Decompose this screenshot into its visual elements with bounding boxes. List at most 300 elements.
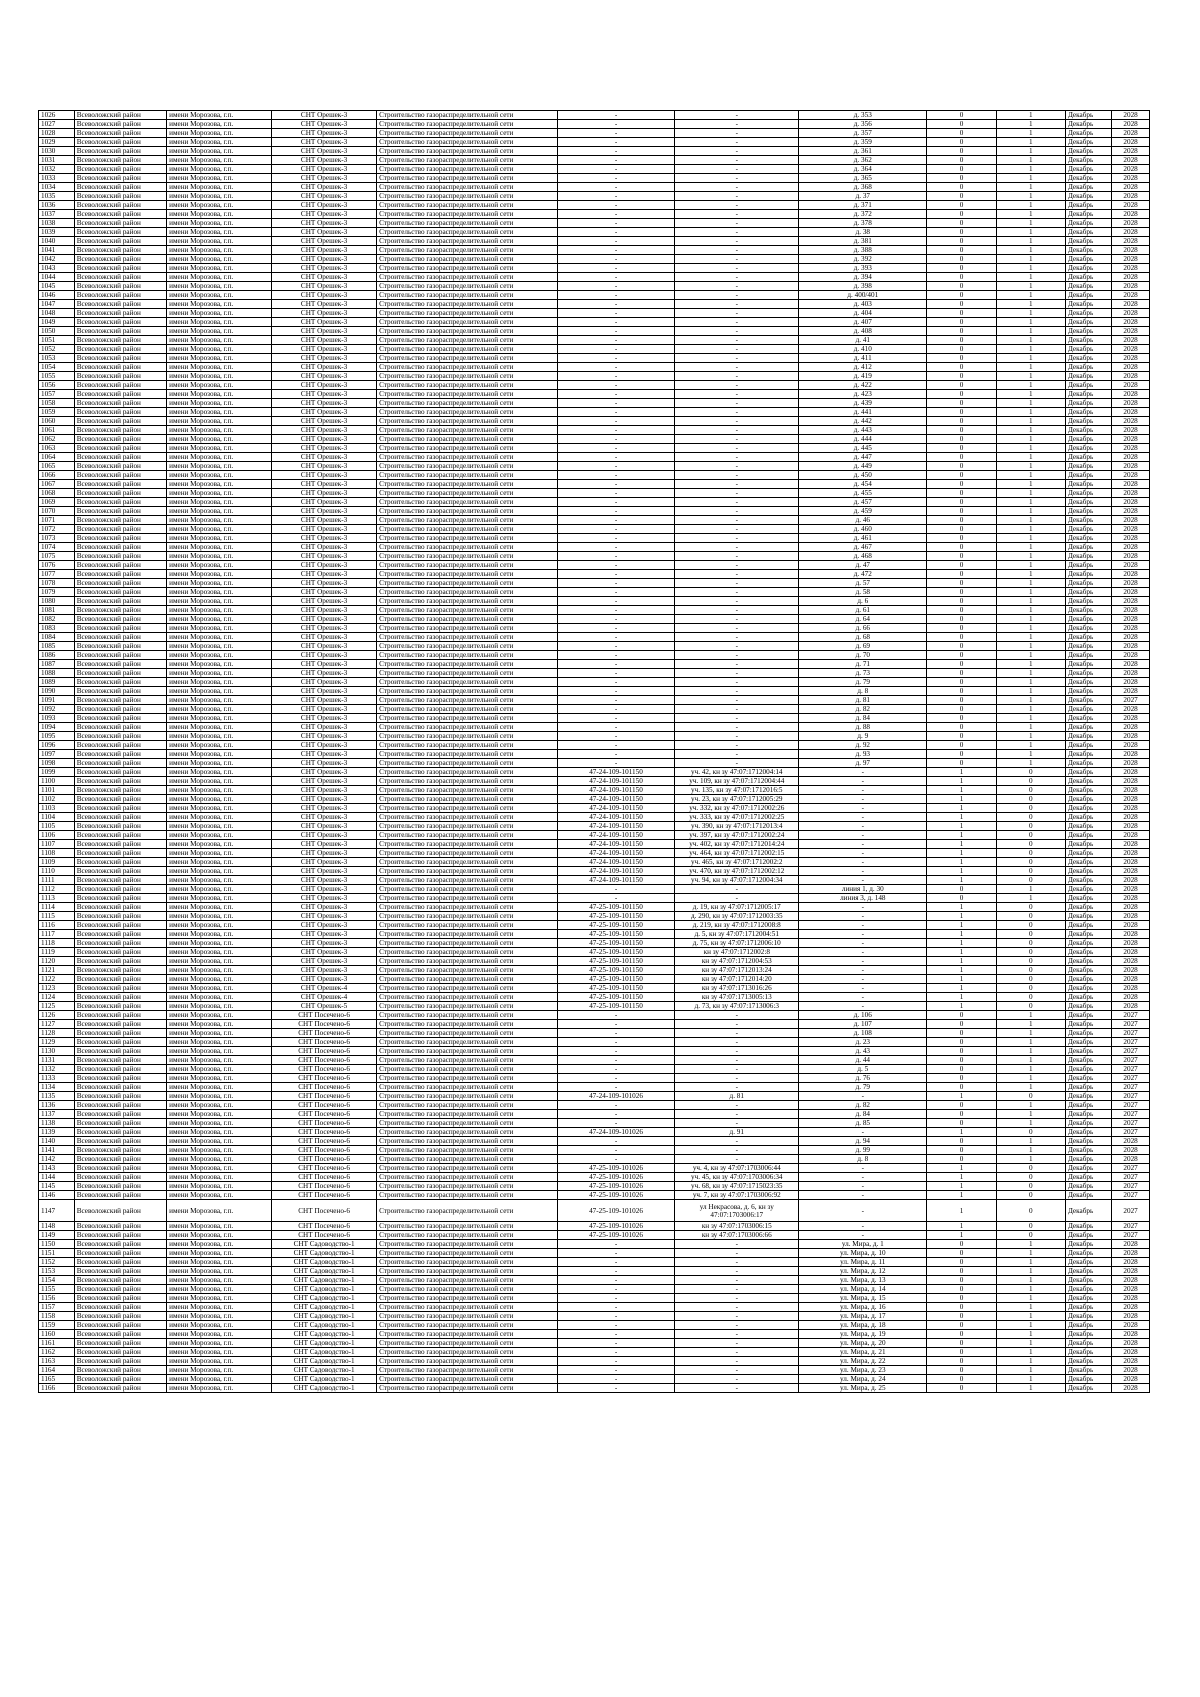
- settlement-cell: имени Морозова, г.п.: [167, 246, 272, 255]
- object-cell: СНТ Орешек-3: [272, 156, 377, 165]
- settlement-cell: имени Морозова, г.п.: [167, 1065, 272, 1074]
- row-number: 1090: [39, 687, 75, 696]
- district-cell: Всеволожский район: [74, 975, 166, 984]
- quantity-2-cell: 0: [996, 957, 1065, 966]
- parcel-cell: -: [675, 678, 799, 687]
- row-number: 1143: [39, 1164, 75, 1173]
- address-cell: д. 81: [799, 696, 927, 705]
- month-cell: Декабрь: [1065, 327, 1111, 336]
- quantity-1-cell: 0: [927, 1330, 996, 1339]
- object-cell: СНТ Орешек-3: [272, 903, 377, 912]
- year-cell: 2028: [1112, 615, 1150, 624]
- cadastral-quarter-cell: -: [557, 1366, 675, 1375]
- row-number: 1096: [39, 741, 75, 750]
- table-row: [39, 714, 1150, 723]
- row-number: 1052: [39, 345, 75, 354]
- parcel-cell: -: [675, 462, 799, 471]
- settlement-cell: имени Морозова, г.п.: [167, 615, 272, 624]
- parcel-cell: -: [675, 525, 799, 534]
- district-cell: Всеволожский район: [74, 390, 166, 399]
- quantity-2-cell: 1: [996, 750, 1065, 759]
- month-cell: Декабрь: [1065, 273, 1111, 282]
- object-cell: СНТ Орешек-3: [272, 570, 377, 579]
- district-cell: Всеволожский район: [74, 498, 166, 507]
- district-cell: Всеволожский район: [74, 1267, 166, 1276]
- object-cell: СНТ Орешек-3: [272, 777, 377, 786]
- district-cell: Всеволожский район: [74, 1011, 166, 1020]
- quantity-1-cell: 0: [927, 507, 996, 516]
- settlement-cell: имени Морозова, г.п.: [167, 318, 272, 327]
- parcel-cell: -: [675, 597, 799, 606]
- object-cell: СНТ Садоводство-1: [272, 1348, 377, 1357]
- row-number: 1163: [39, 1357, 75, 1366]
- object-cell: СНТ Орешек-3: [272, 624, 377, 633]
- row-number: 1158: [39, 1312, 75, 1321]
- district-cell: Всеволожский район: [74, 867, 166, 876]
- table-row: [39, 372, 1150, 381]
- quantity-1-cell: 0: [927, 543, 996, 552]
- object-cell: СНТ Орешек-3: [272, 867, 377, 876]
- parcel-cell: -: [675, 1384, 799, 1393]
- settlement-cell: имени Морозова, г.п.: [167, 1384, 272, 1393]
- row-number: 1071: [39, 516, 75, 525]
- settlement-cell: имени Морозова, г.п.: [167, 993, 272, 1002]
- quantity-1-cell: 0: [927, 1312, 996, 1321]
- row-number: 1063: [39, 444, 75, 453]
- cadastral-quarter-cell: -: [557, 426, 675, 435]
- work-name-cell: Строительство газораспределительной сети: [377, 192, 558, 201]
- quantity-1-cell: 1: [927, 786, 996, 795]
- district-cell: Всеволожский район: [74, 660, 166, 669]
- year-cell: 2028: [1112, 426, 1150, 435]
- quantity-2-cell: 1: [996, 192, 1065, 201]
- settlement-cell: имени Морозова, г.п.: [167, 1267, 272, 1276]
- table-row: [39, 309, 1150, 318]
- row-number: 1099: [39, 768, 75, 777]
- quantity-2-cell: 1: [996, 1321, 1065, 1330]
- parcel-cell: уч. 390, кн зу 47:07:1712013:4: [675, 822, 799, 831]
- settlement-cell: имени Морозова, г.п.: [167, 1047, 272, 1056]
- work-name-cell: Строительство газораспределительной сети: [377, 543, 558, 552]
- quantity-2-cell: 1: [996, 624, 1065, 633]
- parcel-cell: -: [675, 705, 799, 714]
- quantity-2-cell: 1: [996, 318, 1065, 327]
- district-cell: Всеволожский район: [74, 849, 166, 858]
- quantity-2-cell: 1: [996, 525, 1065, 534]
- address-cell: ул. Мира, д. 10: [799, 1249, 927, 1258]
- parcel-cell: -: [675, 417, 799, 426]
- month-cell: Декабрь: [1065, 1029, 1111, 1038]
- month-cell: Декабрь: [1065, 1348, 1111, 1357]
- district-cell: Всеволожский район: [74, 417, 166, 426]
- parcel-cell: кн зу 47:07:1703006:15: [675, 1222, 799, 1231]
- table-row: [39, 561, 1150, 570]
- month-cell: Декабрь: [1065, 1258, 1111, 1267]
- settlement-cell: имени Морозова, г.п.: [167, 165, 272, 174]
- settlement-cell: имени Морозова, г.п.: [167, 678, 272, 687]
- work-name-cell: Строительство газораспределительной сети: [377, 723, 558, 732]
- work-name-cell: Строительство газораспределительной сети: [377, 1047, 558, 1056]
- row-number: 1115: [39, 912, 75, 921]
- parcel-cell: кн зу 47:07:1713016:26: [675, 984, 799, 993]
- year-cell: 2028: [1112, 948, 1150, 957]
- quantity-1-cell: 0: [927, 1375, 996, 1384]
- row-number: 1065: [39, 462, 75, 471]
- parcel-cell: -: [675, 642, 799, 651]
- parcel-cell: -: [675, 1321, 799, 1330]
- object-cell: СНТ Орешек-3: [272, 525, 377, 534]
- quantity-1-cell: 0: [927, 201, 996, 210]
- row-number: 1101: [39, 786, 75, 795]
- cadastral-quarter-cell: -: [557, 1276, 675, 1285]
- settlement-cell: имени Морозова, г.п.: [167, 723, 272, 732]
- parcel-cell: -: [675, 390, 799, 399]
- district-cell: Всеволожский район: [74, 1128, 166, 1137]
- row-number: 1156: [39, 1294, 75, 1303]
- quantity-1-cell: 0: [927, 723, 996, 732]
- month-cell: Декабрь: [1065, 282, 1111, 291]
- work-name-cell: Строительство газораспределительной сети: [377, 1065, 558, 1074]
- year-cell: 2028: [1112, 1294, 1150, 1303]
- district-cell: Всеволожский район: [74, 192, 166, 201]
- work-name-cell: Строительство газораспределительной сети: [377, 417, 558, 426]
- row-number: 1032: [39, 165, 75, 174]
- object-cell: СНТ Орешек-3: [272, 813, 377, 822]
- quantity-1-cell: 0: [927, 363, 996, 372]
- address-cell: д. 441: [799, 408, 927, 417]
- cadastral-quarter-cell: -: [557, 192, 675, 201]
- district-cell: Всеволожский район: [74, 489, 166, 498]
- quantity-1-cell: 0: [927, 1146, 996, 1155]
- parcel-cell: -: [675, 300, 799, 309]
- cadastral-quarter-cell: -: [557, 498, 675, 507]
- quantity-1-cell: 1: [927, 1173, 996, 1182]
- address-cell: д. 393: [799, 264, 927, 273]
- parcel-cell: -: [675, 192, 799, 201]
- year-cell: 2028: [1112, 390, 1150, 399]
- quantity-2-cell: 1: [996, 210, 1065, 219]
- quantity-1-cell: 0: [927, 372, 996, 381]
- parcel-cell: уч. 464, кн зу 47:07:1712002:15: [675, 849, 799, 858]
- parcel-cell: уч. 94, кн зу 47:07:1712004:34: [675, 876, 799, 885]
- district-cell: Всеволожский район: [74, 1240, 166, 1249]
- quantity-2-cell: 1: [996, 111, 1065, 120]
- settlement-cell: имени Морозова, г.п.: [167, 120, 272, 129]
- year-cell: 2027: [1112, 1029, 1150, 1038]
- quantity-2-cell: 1: [996, 291, 1065, 300]
- object-cell: СНТ Орешек-3: [272, 426, 377, 435]
- parcel-cell: д. 5, кн зу 47:07:1712004:51: [675, 930, 799, 939]
- table-row: [39, 984, 1150, 993]
- address-cell: д. 46: [799, 516, 927, 525]
- district-cell: Всеволожский район: [74, 210, 166, 219]
- settlement-cell: имени Морозова, г.п.: [167, 435, 272, 444]
- settlement-cell: имени Морозова, г.п.: [167, 1200, 272, 1222]
- parcel-cell: -: [675, 723, 799, 732]
- quantity-2-cell: 1: [996, 1047, 1065, 1056]
- address-cell: ул. Мира, д. 11: [799, 1258, 927, 1267]
- district-cell: Всеволожский район: [74, 1222, 166, 1231]
- settlement-cell: имени Морозова, г.п.: [167, 219, 272, 228]
- month-cell: Декабрь: [1065, 165, 1111, 174]
- work-name-cell: Строительство газораспределительной сети: [377, 1222, 558, 1231]
- quantity-2-cell: 1: [996, 480, 1065, 489]
- cadastral-quarter-cell: 47-25-109-101150: [557, 993, 675, 1002]
- cadastral-quarter-cell: 47-25-109-101026: [557, 1182, 675, 1191]
- settlement-cell: имени Морозова, г.п.: [167, 399, 272, 408]
- year-cell: 2028: [1112, 336, 1150, 345]
- address-cell: д. 439: [799, 399, 927, 408]
- row-number: 1129: [39, 1038, 75, 1047]
- work-name-cell: Строительство газораспределительной сети: [377, 876, 558, 885]
- row-number: 1066: [39, 471, 75, 480]
- row-number: 1162: [39, 1348, 75, 1357]
- parcel-cell: -: [675, 1155, 799, 1164]
- quantity-1-cell: 1: [927, 1002, 996, 1011]
- month-cell: Декабрь: [1065, 723, 1111, 732]
- table-row: [39, 966, 1150, 975]
- month-cell: Декабрь: [1065, 1020, 1111, 1029]
- address-cell: д. 460: [799, 525, 927, 534]
- parcel-cell: -: [675, 759, 799, 768]
- month-cell: Декабрь: [1065, 498, 1111, 507]
- object-cell: СНТ Садоводство-1: [272, 1339, 377, 1348]
- row-number: 1059: [39, 408, 75, 417]
- work-name-cell: Строительство газораспределительной сети: [377, 399, 558, 408]
- object-cell: СНТ Орешек-3: [272, 363, 377, 372]
- work-name-cell: Строительство газораспределительной сети: [377, 1366, 558, 1375]
- quantity-2-cell: 1: [996, 579, 1065, 588]
- parcel-cell: -: [675, 660, 799, 669]
- settlement-cell: имени Морозова, г.п.: [167, 1092, 272, 1101]
- quantity-2-cell: 1: [996, 156, 1065, 165]
- quantity-1-cell: 0: [927, 1321, 996, 1330]
- month-cell: Декабрь: [1065, 687, 1111, 696]
- table-row: [39, 1321, 1150, 1330]
- district-cell: Всеволожский район: [74, 804, 166, 813]
- table-row: [39, 1083, 1150, 1092]
- year-cell: 2027: [1112, 1011, 1150, 1020]
- object-cell: СНТ Орешек-3: [272, 489, 377, 498]
- quantity-2-cell: 1: [996, 1267, 1065, 1276]
- district-cell: Всеволожский район: [74, 777, 166, 786]
- quantity-2-cell: 1: [996, 1056, 1065, 1065]
- address-cell: -: [799, 831, 927, 840]
- month-cell: Декабрь: [1065, 867, 1111, 876]
- work-name-cell: Строительство газораспределительной сети: [377, 1164, 558, 1173]
- object-cell: СНТ Орешек-3: [272, 633, 377, 642]
- year-cell: 2027: [1112, 696, 1150, 705]
- year-cell: 2027: [1112, 1056, 1150, 1065]
- cadastral-quarter-cell: 47-24-109-101150: [557, 876, 675, 885]
- table-row: [39, 255, 1150, 264]
- year-cell: 2028: [1112, 516, 1150, 525]
- month-cell: Декабрь: [1065, 588, 1111, 597]
- object-cell: СНТ Орешек-3: [272, 138, 377, 147]
- address-cell: -: [799, 804, 927, 813]
- quantity-1-cell: 0: [927, 705, 996, 714]
- parcel-cell: -: [675, 1020, 799, 1029]
- cadastral-quarter-cell: -: [557, 642, 675, 651]
- address-cell: д. 381: [799, 237, 927, 246]
- cadastral-quarter-cell: -: [557, 1375, 675, 1384]
- row-number: 1159: [39, 1321, 75, 1330]
- settlement-cell: имени Морозова, г.п.: [167, 741, 272, 750]
- settlement-cell: имени Морозова, г.п.: [167, 867, 272, 876]
- cadastral-quarter-cell: 47-25-109-101150: [557, 903, 675, 912]
- table-row: [39, 489, 1150, 498]
- address-cell: д. 361: [799, 147, 927, 156]
- table-row: [39, 1366, 1150, 1375]
- cadastral-quarter-cell: -: [557, 552, 675, 561]
- cadastral-quarter-cell: -: [557, 1339, 675, 1348]
- row-number: 1121: [39, 966, 75, 975]
- cadastral-quarter-cell: -: [557, 273, 675, 282]
- district-cell: Всеволожский район: [74, 480, 166, 489]
- address-cell: д. 66: [799, 624, 927, 633]
- address-cell: д. 455: [799, 489, 927, 498]
- district-cell: Всеволожский район: [74, 624, 166, 633]
- year-cell: 2028: [1112, 750, 1150, 759]
- address-cell: д. 368: [799, 183, 927, 192]
- month-cell: Декабрь: [1065, 939, 1111, 948]
- district-cell: Всеволожский район: [74, 1321, 166, 1330]
- parcel-cell: -: [675, 1285, 799, 1294]
- object-cell: СНТ Орешек-3: [272, 588, 377, 597]
- quantity-1-cell: 1: [927, 1191, 996, 1200]
- quantity-2-cell: 1: [996, 282, 1065, 291]
- settlement-cell: имени Морозова, г.п.: [167, 1258, 272, 1267]
- row-number: 1034: [39, 183, 75, 192]
- settlement-cell: имени Морозова, г.п.: [167, 1164, 272, 1173]
- month-cell: Декабрь: [1065, 471, 1111, 480]
- year-cell: 2028: [1112, 984, 1150, 993]
- address-cell: д. 411: [799, 354, 927, 363]
- object-cell: СНТ Орешек-3: [272, 381, 377, 390]
- address-cell: ул. Мира, д. 19: [799, 1330, 927, 1339]
- table-row: [39, 876, 1150, 885]
- table-row: [39, 1137, 1150, 1146]
- work-name-cell: Строительство газораспределительной сети: [377, 210, 558, 219]
- year-cell: 2028: [1112, 804, 1150, 813]
- quantity-2-cell: 1: [996, 1110, 1065, 1119]
- district-cell: Всеволожский район: [74, 174, 166, 183]
- parcel-cell: -: [675, 498, 799, 507]
- settlement-cell: имени Морозова, г.п.: [167, 273, 272, 282]
- quantity-2-cell: 1: [996, 1101, 1065, 1110]
- row-number: 1044: [39, 273, 75, 282]
- address-cell: д. 108: [799, 1029, 927, 1038]
- district-cell: Всеволожский район: [74, 120, 166, 129]
- month-cell: Декабрь: [1065, 1240, 1111, 1249]
- month-cell: Декабрь: [1065, 228, 1111, 237]
- address-cell: д. 58: [799, 588, 927, 597]
- object-cell: СНТ Орешек-4: [272, 984, 377, 993]
- table-row: [39, 219, 1150, 228]
- row-number: 1081: [39, 606, 75, 615]
- object-cell: СНТ Посечено-6: [272, 1092, 377, 1101]
- year-cell: 2028: [1112, 372, 1150, 381]
- work-name-cell: Строительство газораспределительной сети: [377, 975, 558, 984]
- object-cell: СНТ Орешек-3: [272, 453, 377, 462]
- quantity-2-cell: 1: [996, 1285, 1065, 1294]
- quantity-2-cell: 0: [996, 876, 1065, 885]
- month-cell: Декабрь: [1065, 777, 1111, 786]
- year-cell: 2028: [1112, 705, 1150, 714]
- year-cell: 2028: [1112, 759, 1150, 768]
- work-name-cell: Строительство газораспределительной сети: [377, 1303, 558, 1312]
- address-cell: д. 61: [799, 606, 927, 615]
- district-cell: Всеволожский район: [74, 606, 166, 615]
- object-cell: СНТ Садоводство-1: [272, 1276, 377, 1285]
- settlement-cell: имени Морозова, г.п.: [167, 822, 272, 831]
- settlement-cell: имени Морозова, г.п.: [167, 201, 272, 210]
- parcel-cell: -: [675, 426, 799, 435]
- table-row: [39, 1056, 1150, 1065]
- year-cell: 2028: [1112, 408, 1150, 417]
- row-number: 1117: [39, 930, 75, 939]
- parcel-cell: -: [675, 444, 799, 453]
- row-number: 1069: [39, 498, 75, 507]
- work-name-cell: Строительство газораспределительной сети: [377, 606, 558, 615]
- month-cell: Декабрь: [1065, 210, 1111, 219]
- work-name-cell: Строительство газораспределительной сети: [377, 1083, 558, 1092]
- table-row: [39, 192, 1150, 201]
- table-row: [39, 1119, 1150, 1128]
- quantity-2-cell: 1: [996, 417, 1065, 426]
- month-cell: Декабрь: [1065, 453, 1111, 462]
- object-cell: СНТ Посечено-6: [272, 1020, 377, 1029]
- object-cell: СНТ Садоводство-1: [272, 1285, 377, 1294]
- object-cell: СНТ Орешек-3: [272, 264, 377, 273]
- row-number: 1075: [39, 552, 75, 561]
- parcel-cell: -: [675, 138, 799, 147]
- cadastral-quarter-cell: -: [557, 1020, 675, 1029]
- table-row: [39, 1330, 1150, 1339]
- district-cell: Всеволожский район: [74, 1092, 166, 1101]
- settlement-cell: имени Морозова, г.п.: [167, 1119, 272, 1128]
- quantity-2-cell: 1: [996, 1074, 1065, 1083]
- district-cell: Всеволожский район: [74, 822, 166, 831]
- object-cell: СНТ Садоводство-1: [272, 1384, 377, 1393]
- cadastral-quarter-cell: 47-25-109-101150: [557, 912, 675, 921]
- table-row: [39, 264, 1150, 273]
- address-cell: д. 443: [799, 426, 927, 435]
- parcel-cell: -: [675, 327, 799, 336]
- district-cell: Всеволожский район: [74, 300, 166, 309]
- month-cell: Декабрь: [1065, 1056, 1111, 1065]
- settlement-cell: имени Морозова, г.п.: [167, 696, 272, 705]
- quantity-2-cell: 1: [996, 516, 1065, 525]
- district-cell: Всеволожский район: [74, 372, 166, 381]
- cadastral-quarter-cell: -: [557, 372, 675, 381]
- row-number: 1112: [39, 885, 75, 894]
- address-cell: -: [799, 813, 927, 822]
- settlement-cell: имени Морозова, г.п.: [167, 174, 272, 183]
- row-number: 1116: [39, 921, 75, 930]
- parcel-cell: уч. 397, кн зу 47:07:1712002:24: [675, 831, 799, 840]
- month-cell: Декабрь: [1065, 1384, 1111, 1393]
- settlement-cell: имени Морозова, г.п.: [167, 1137, 272, 1146]
- address-cell: д. 106: [799, 1011, 927, 1020]
- cadastral-quarter-cell: -: [557, 1285, 675, 1294]
- month-cell: Декабрь: [1065, 615, 1111, 624]
- work-name-cell: Строительство газораспределительной сети: [377, 759, 558, 768]
- address-cell: д. 365: [799, 174, 927, 183]
- work-name-cell: Строительство газораспределительной сети: [377, 651, 558, 660]
- row-number: 1091: [39, 696, 75, 705]
- work-name-cell: Строительство газораспределительной сети: [377, 1074, 558, 1083]
